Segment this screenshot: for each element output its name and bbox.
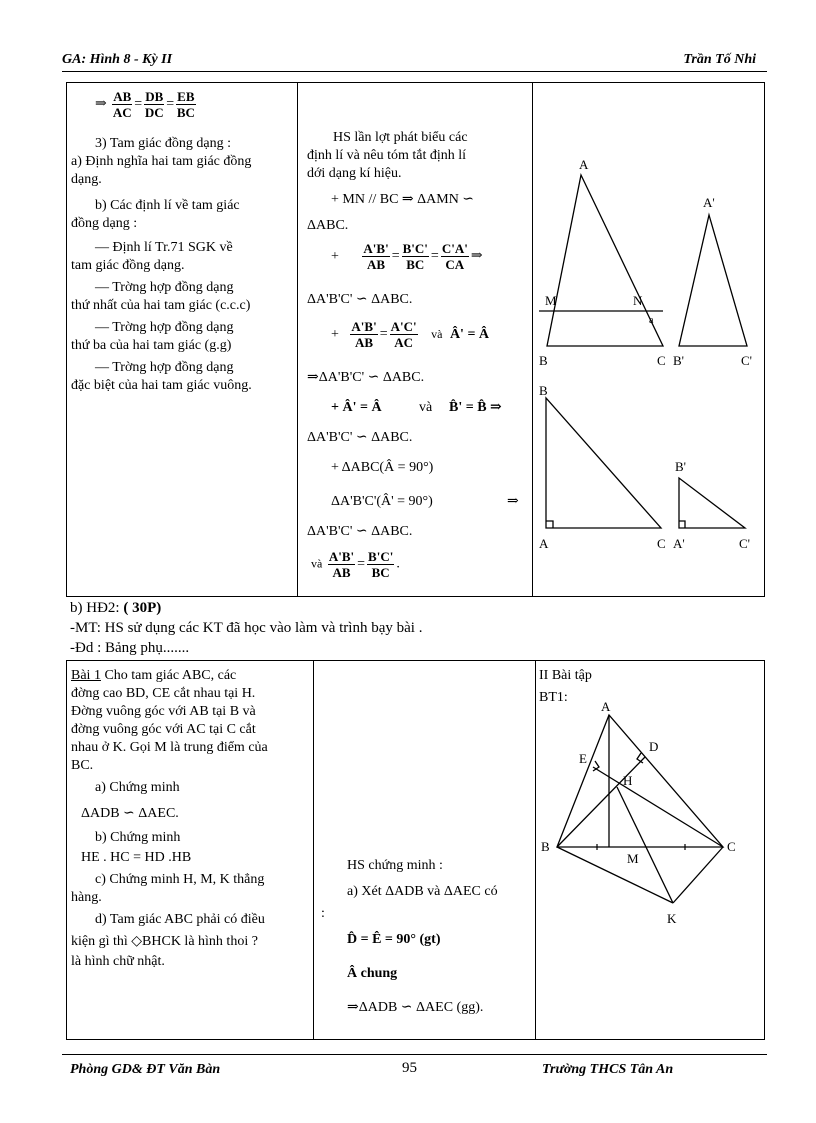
proof-line: HS chứng minh :: [347, 858, 443, 873]
triangle-a1b1c1: [679, 215, 747, 346]
frac-den: AB: [332, 565, 351, 580]
similar-triangles-figure: [533, 143, 763, 551]
theory-line: thứ nhất của hai tam giác (c.c.c): [71, 298, 251, 313]
statement-line: ΔABC.: [307, 218, 349, 233]
label-e: E: [579, 751, 587, 766]
table-top-divider-1: [297, 83, 298, 596]
frac-den: AB: [367, 257, 386, 272]
part-d: d) Tam giác ABC phải có điều: [95, 912, 265, 927]
statement-line: ΔA'B'C' ∽ ΔABC.: [307, 430, 413, 445]
frac-den: AC: [394, 335, 413, 350]
table-bottom-divider-1: [313, 661, 314, 1039]
orthocenter-figure: [537, 701, 763, 931]
label-a-prime: A': [703, 195, 715, 210]
proof-line: Â chung: [347, 966, 398, 981]
exercise-label: Bài 1: [71, 668, 101, 683]
right-angle-mark: [679, 521, 685, 528]
right-angle-mark: [546, 521, 553, 528]
label-a2-prime: A': [673, 536, 685, 551]
label-m: M: [545, 293, 557, 308]
header-right: Trần Tố Nhi: [683, 52, 756, 67]
right-triangle-abc: [546, 398, 661, 528]
frac-num: C'A': [441, 241, 468, 256]
theory-line: a) Định nghĩa hai tam giác đồng: [71, 154, 252, 169]
statement-line: ΔA'B'C'(Â' = 90°): [331, 494, 433, 509]
frac-num: AB: [113, 89, 132, 104]
angle-equality: Â' = Â: [449, 326, 490, 342]
theory-line: b) Các định lí về tam giác: [95, 198, 240, 213]
part-a: a) Chứng minh: [95, 780, 180, 795]
section-objective: -MT: HS sử dụng các KT đã học vào làm và trình bạy bài .: [70, 620, 423, 636]
theory-line: dạng.: [71, 172, 102, 187]
theory-line: đặc biệt của hai tam giác vuông.: [71, 378, 252, 393]
part-b: b) Chứng minh: [95, 830, 181, 845]
frac-den: BC: [176, 105, 195, 120]
frac-num: A'B': [363, 241, 389, 256]
section-materials: -Đd : Bảng phụ.......: [70, 640, 190, 656]
statement-line: + MN // BC ⇒ ΔAMN ∽: [331, 192, 475, 207]
statement-line: ⇒ΔA'B'C' ∽ ΔABC.: [307, 370, 425, 385]
proof-line: ⇒ΔADB ∽ ΔAEC (gg).: [347, 1000, 484, 1015]
frac: [402, 241, 429, 272]
frac-num: B'C': [402, 241, 428, 256]
theory-line: tam giác đồng dạng.: [71, 258, 185, 273]
theory-line: — Trờng hợp đồng dạng: [95, 320, 234, 335]
frac-den: BC: [406, 257, 425, 272]
line-hk: [617, 787, 673, 903]
frac: [441, 241, 469, 272]
footer-left: Phòng GD& ĐT Văn Bàn: [70, 1062, 221, 1077]
theory-line: — Trờng hợp đồng dạng: [95, 360, 234, 375]
ratio-line: ⇒ $\frac{AB}{AC}$ = $\frac{DB}{DC}$ = $\frac{EB}{BC}$: [95, 89, 195, 120]
label-c: C: [657, 353, 666, 368]
header-rule: [62, 71, 767, 72]
altitude-bd: [557, 757, 645, 847]
line-ck: [673, 847, 723, 903]
label-b-prime: B': [673, 353, 685, 368]
statement-line: + ΔABC(Â = 90°): [331, 460, 434, 475]
label-c2: C: [657, 536, 666, 551]
ratio-sss: + $\frac{A'B'}{AB}$ = $\frac{B'C'}{BC}$ = $\frac{C'A'}{CA}$ ⇒: [331, 241, 483, 272]
label-m: M: [627, 851, 639, 866]
frac-num: B'C': [368, 549, 394, 564]
theory-line: đồng dạng :: [71, 216, 138, 231]
table-bottom-divider-2: [535, 661, 536, 1039]
section-title: b) HĐ2:: [70, 600, 120, 616]
exercise-heading: II Bài tập: [539, 668, 592, 683]
table-bottom: [66, 660, 765, 1040]
and-word: và: [311, 556, 323, 571]
frac-den: BC: [371, 565, 390, 580]
exercise-text: Đờng vuông góc với AB tại B và: [71, 704, 256, 719]
label-h: H: [623, 773, 633, 788]
theory-line: — Định lí Tr.71 SGK về: [95, 240, 233, 255]
fraction-db-dc: [144, 89, 164, 120]
exercise-number: BT1:: [539, 690, 568, 705]
student-line: HS lần lợt phát biểu các: [333, 130, 468, 145]
exercise-text: Cho tam giác ABC, các: [104, 668, 237, 683]
frac: [362, 241, 389, 272]
label-b2: B: [539, 383, 548, 398]
implies-symbol: ⇒: [507, 494, 519, 509]
right-angle-mark: [637, 753, 643, 763]
label-a2: A: [539, 536, 549, 551]
label-b: B: [539, 353, 548, 368]
label-a-small: a: [649, 315, 654, 326]
label-b2-prime: B': [675, 459, 687, 474]
label-a: A: [579, 157, 589, 172]
part-b-statement: HE . HC = HD .HB: [81, 850, 192, 865]
ratio-right: và $\frac{A'B'}{AB}$ = $\frac{B'C'}{BC}$ .: [311, 549, 400, 580]
theory-line: thứ ba của hai tam giác (g.g): [71, 338, 232, 353]
section-time: ( 30P): [123, 600, 162, 616]
exercise-text: đờng cao BD, CE cắt nhau tại H.: [71, 686, 256, 701]
statement-line: ΔA'B'C' ∽ ΔABC.: [307, 524, 413, 539]
proof-colon: :: [321, 906, 325, 921]
frac-num: EB: [177, 89, 195, 104]
frac-num: DB: [145, 89, 164, 104]
frac-den: AB: [355, 335, 374, 350]
frac: [367, 549, 394, 580]
frac: [390, 319, 418, 350]
implies-symbol: ⇒: [95, 96, 107, 112]
exercise-text: BC.: [71, 758, 94, 773]
proof-line: D̂ = Ê = 90° (gt): [347, 932, 441, 947]
footer-right: Trường THCS Tân An: [542, 1062, 674, 1077]
frac: [328, 549, 355, 580]
label-c2-prime: C': [739, 536, 751, 551]
statement-line: ΔA'B'C' ∽ ΔABC.: [307, 292, 413, 307]
page-number: 95: [402, 1060, 417, 1076]
part-a-statement: ΔADB ∽ ΔAEC.: [81, 806, 179, 821]
part-d-statement: kiện gì thì ◇BHCK là hình thoi ?: [71, 934, 258, 949]
exercise-text: nhau ở K. Gọi M là trung điểm của: [71, 740, 268, 755]
proof-line: a) Xét ΔADB và ΔAEC có: [347, 884, 498, 899]
exercise-line: [71, 667, 236, 684]
period: .: [396, 556, 400, 572]
line-bk: [557, 847, 673, 903]
frac-den: DC: [144, 105, 164, 120]
footer-rule: [62, 1054, 767, 1055]
label-c-prime: C': [741, 353, 753, 368]
section-heading: [70, 600, 161, 617]
and-word: và: [431, 326, 443, 341]
frac-den: CA: [445, 257, 465, 272]
and-word: và: [419, 400, 433, 415]
angle-equality-line: + Â' = Â: [331, 400, 382, 415]
theory-line: — Trờng hợp đồng dạng: [95, 280, 234, 295]
header-left: GA: Hình 8 - Kỳ II: [62, 52, 173, 67]
label-b: B: [541, 839, 550, 854]
label-n: N: [633, 293, 643, 308]
angle-equality-line: B̂' = B̂ ⇒: [449, 400, 502, 415]
part-d-statement-2: là hình chữ nhật.: [71, 954, 165, 969]
altitude-ce: [593, 767, 723, 847]
fraction-ab-ac: [112, 89, 132, 120]
frac: [350, 319, 377, 350]
right-triangle-a1b1c1: [679, 478, 745, 528]
label-a: A: [601, 699, 611, 714]
frac-num: A'B': [351, 319, 377, 334]
triangle-abc: [547, 175, 663, 346]
student-line: dới dạng kí hiệu.: [307, 166, 402, 181]
frac-den: AC: [112, 105, 132, 120]
frac-num: A'B': [328, 549, 355, 564]
theory-line: 3) Tam giác đồng dạng :: [95, 136, 232, 151]
fraction-eb-bc: [176, 89, 195, 120]
ratio-sas: + $\frac{A'B'}{AB}$ = $\frac{A'C'}{AC}$ và Â' = Â: [331, 319, 490, 350]
student-line: định lí và nêu tóm tắt định lí: [307, 148, 467, 163]
label-k: K: [667, 911, 677, 926]
part-c-statement: hàng.: [71, 890, 102, 905]
label-d: D: [649, 739, 659, 754]
frac-num: A'C': [390, 319, 417, 334]
exercise-text: đờng vuông góc với AC tại C cắt: [71, 722, 256, 737]
triangle-abc: [557, 715, 723, 847]
label-c: C: [727, 839, 736, 854]
table-top: [66, 82, 765, 597]
part-c: c) Chứng minh H, M, K thẳng: [95, 872, 265, 887]
